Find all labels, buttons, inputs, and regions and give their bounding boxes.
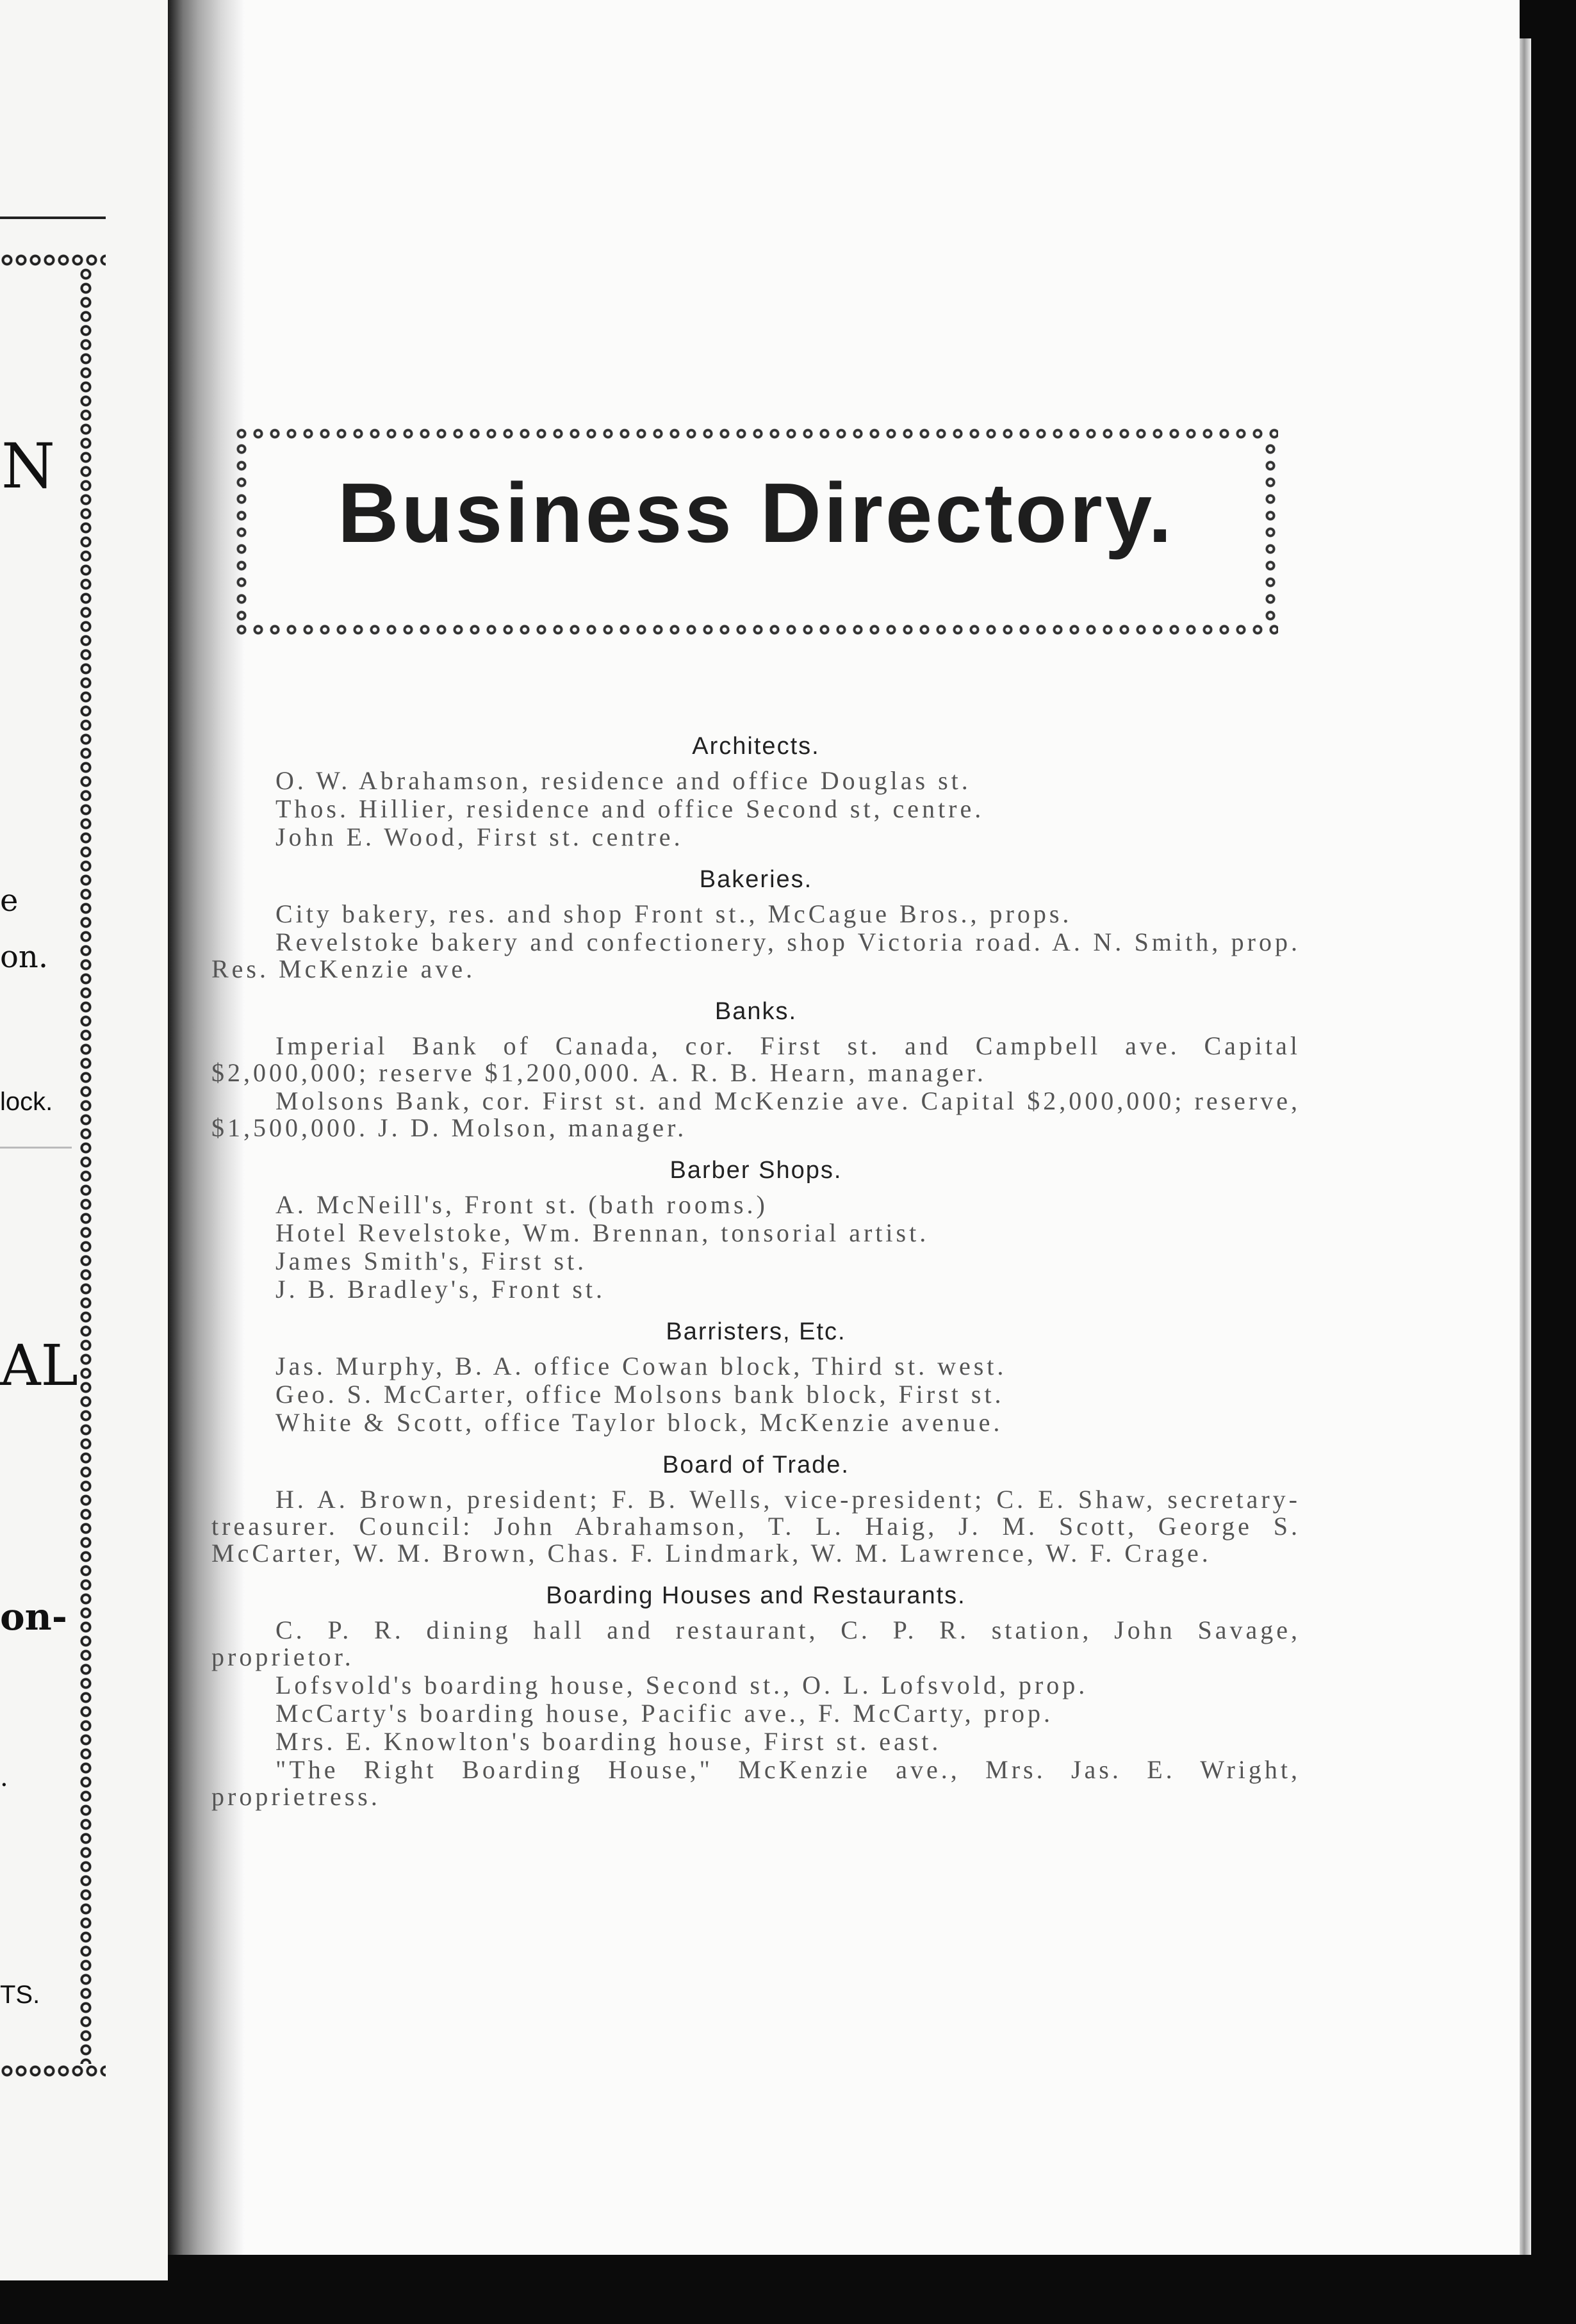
directory-entry: Jas. Murphy, B. A. office Cowan block, Third st. west. — [275, 1352, 1007, 1380]
previous-page-dotted-border-top — [0, 253, 106, 267]
title-frame-dotted-top — [234, 426, 1278, 441]
previous-page-fragment: e — [0, 883, 19, 919]
section-heading: Board of Trade. — [662, 1452, 850, 1478]
directory-entry: Thos. Hillier, residence and office Second st, centre. — [275, 794, 985, 823]
previous-page-rule — [0, 217, 106, 219]
directory-entry: Lofsvold's boarding house, Second st., O. L. Lofsvold, prop. — [275, 1671, 1088, 1699]
section-heading: Barber Shops. — [669, 1157, 842, 1184]
section-heading: Banks. — [714, 998, 798, 1025]
directory-section — [211, 858, 1301, 983]
previous-page-fragment: on. — [0, 939, 49, 975]
directory-entry: Geo. S. McCarter, office Molsons bank block, First st. — [275, 1380, 1005, 1409]
directory-section — [211, 1149, 1301, 1303]
directory-entry: Imperial Bank of Canada, cor. First st. and Campbell ave. Capital $2,000,000; reserve $1,200,000. A. R. B. Hearn, manager. — [211, 1031, 1301, 1087]
previous-page-fragment: AL — [0, 1332, 78, 1398]
previous-page-dotted-border-bottom — [0, 2064, 106, 2078]
previous-page-fragment: lock. — [0, 1088, 53, 1116]
directory-entry: H. A. Brown, president; F. B. Wells, vice-president; C. E. Shaw, secretary-treasurer. Council: John Abrahamson, T. L. Haig, J. M. Scott, George S. McCarter, W. M. Brown, Chas. F. Lindmark, W. M. Lawrence, W. F. Crage. — [211, 1485, 1301, 1567]
directory-section — [211, 725, 1301, 851]
directory-entry: Molsons Bank, cor. First st. and McKenzie ave. Capital $2,000,000; reserve, $1,500,000. J. D. Molson, manager. — [211, 1086, 1301, 1142]
directory-section — [211, 1444, 1301, 1567]
section-heading: Architects. — [692, 733, 820, 760]
directory-content — [211, 717, 1301, 1812]
section-heading: Boarding Houses and Restaurants. — [546, 1582, 966, 1609]
directory-entry: White & Scott, office Taylor block, McKenzie avenue. — [275, 1408, 1003, 1437]
previous-page-edge — [0, 0, 168, 2280]
directory-section — [211, 1575, 1301, 1810]
directory-entry: Mrs. E. Knowlton's boarding house, First st. east. — [275, 1727, 942, 1756]
directory-entry: McCarty's boarding house, Pacific ave., F. McCarty, prop. — [275, 1699, 1053, 1728]
directory-entry: "The Right Boarding House," McKenzie ave., Mrs. Jas. E. Wright, proprietress. — [211, 1755, 1301, 1811]
section-heading: Bakeries. — [699, 866, 813, 893]
directory-entry: City bakery, res. and shop Front st., McCague Bros., props. — [275, 899, 1072, 928]
directory-entry: A. McNeill's, Front st. (bath rooms.) — [275, 1190, 768, 1219]
previous-page-divider — [0, 1147, 72, 1149]
previous-page-fragment: N — [1, 430, 55, 502]
directory-entry: J. B. Bradley's, Front st. — [275, 1275, 605, 1304]
directory-section — [211, 990, 1301, 1142]
page-title: Business Directory. — [337, 466, 1175, 560]
previous-page-fragment: on- — [0, 1595, 67, 1639]
page-edge — [1520, 38, 1531, 2255]
directory-entry: John E. Wood, First st. centre. — [275, 822, 684, 851]
previous-page-dotted-border-side — [79, 267, 93, 2064]
directory-entry: O. W. Abrahamson, residence and office Douglas st. — [275, 766, 971, 795]
directory-entry: Revelstoke bakery and confectionery, shop Victoria road. A. N. Smith, prop. Res. McKenzie ave. — [211, 928, 1301, 983]
directory-entry: Hotel Revelstoke, Wm. Brennan, tonsorial artist. — [275, 1218, 930, 1247]
title-frame — [234, 426, 1278, 637]
title-frame-dotted-bottom — [234, 622, 1278, 637]
previous-page-fragment: . — [0, 1763, 8, 1792]
directory-entry: C. P. R. dining hall and restaurant, C. P. R. station, John Savage, proprietor. — [211, 1616, 1301, 1671]
page-bottom-shadow — [168, 2255, 1532, 2324]
directory-entry: James Smith's, First st. — [275, 1247, 587, 1275]
previous-page-fragment: TS. — [0, 1981, 40, 2009]
directory-section — [211, 1311, 1301, 1436]
section-heading: Barristers, Etc. — [666, 1318, 846, 1345]
